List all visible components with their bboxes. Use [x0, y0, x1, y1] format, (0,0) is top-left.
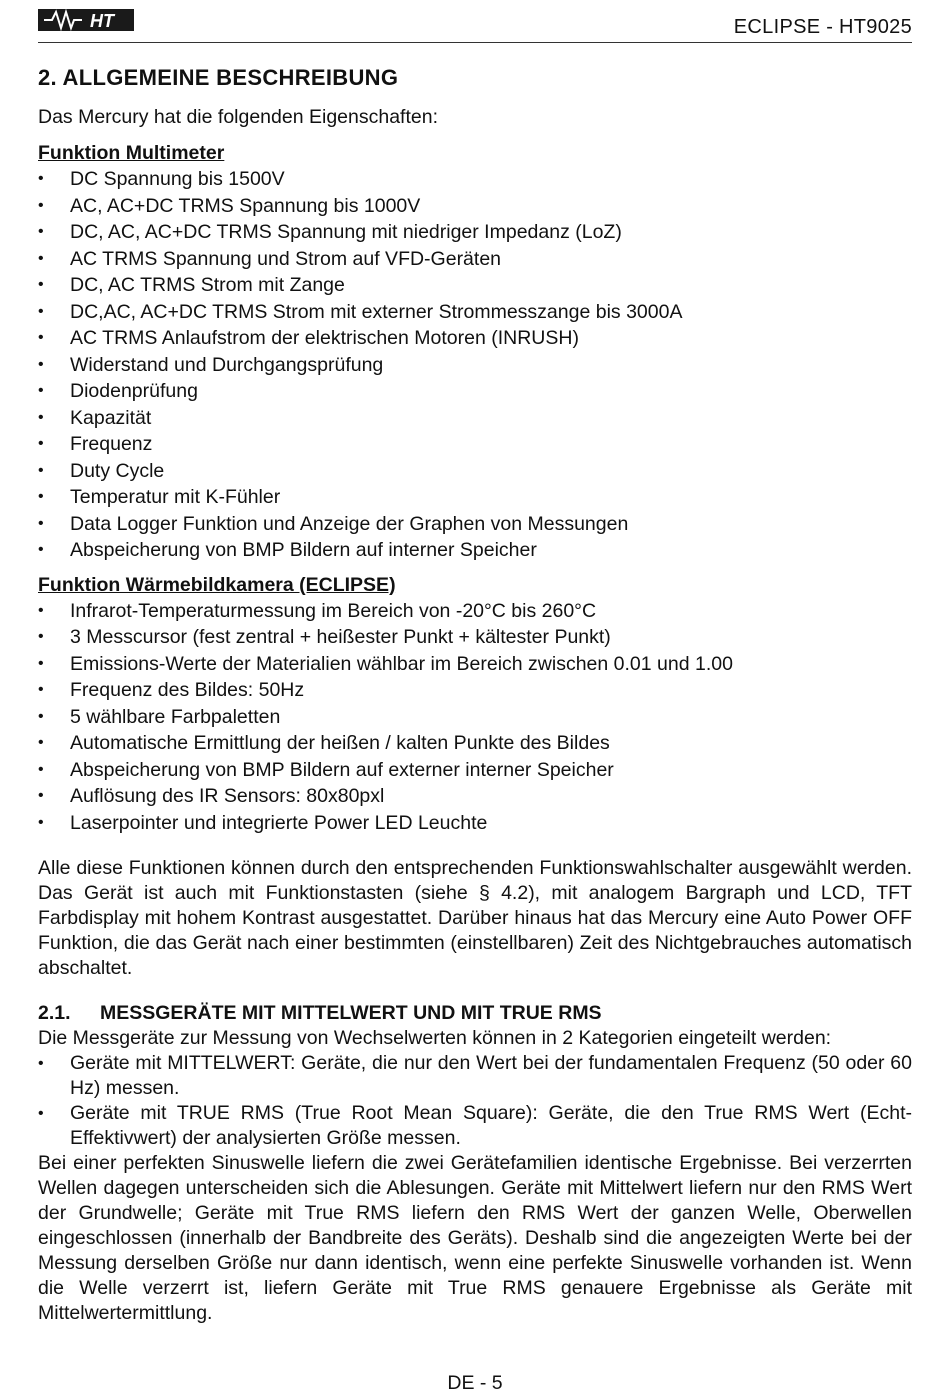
multimeter-feature-item: • DC,AC, AC+DC TRMS Strom mit externer Strommesszange bis 3000A [38, 299, 912, 326]
section-title: 2. ALLGEMEINE BESCHREIBUNG [38, 65, 399, 90]
multimeter-feature-item: • Abspeicherung von BMP Bildern auf interner Speicher [38, 537, 912, 564]
meter-category-item: • Geräte mit MITTELWERT: Geräte, die nur den Wert bei der fundamentalen Frequenz (50 oder 60 Hz) messen. [38, 1051, 912, 1101]
page-number: DE - 5 [447, 1372, 503, 1394]
multimeter-feature-item: • Kapazität [38, 405, 912, 432]
multimeter-feature-item: • Temperatur mit K-Fühler [38, 484, 912, 511]
meter-category-list [38, 1051, 912, 1151]
multimeter-heading: Funktion Multimeter [38, 142, 225, 164]
subsection-number: 2.1. [38, 1002, 71, 1024]
multimeter-feature-item: • AC, AC+DC TRMS Spannung bis 1000V [38, 193, 912, 220]
camera-feature-item: • Auflösung des IR Sensors: 80x80pxl [38, 783, 912, 810]
camera-feature-item: • Frequenz des Bildes: 50Hz [38, 677, 912, 704]
camera-feature-item: • 3 Messcursor (fest zentral + heißester Punkt + kältester Punkt) [38, 624, 912, 651]
meter-category-item: • Geräte mit TRUE RMS (True Root Mean Square): Geräte, die den True RMS Wert (Echt-Effektivwert) der analysierten Größe messen. [38, 1101, 912, 1151]
subsection-title: MESSGERÄTE MIT MITTELWERT UND MIT TRUE RMS [100, 1002, 602, 1024]
multimeter-feature-list [38, 166, 912, 564]
camera-feature-item: • Emissions-Werte der Materialien wählbar im Bereich zwischen 0.01 und 1.00 [38, 651, 912, 678]
multimeter-feature-item: • DC Spannung bis 1500V [38, 166, 912, 193]
page-header [38, 6, 912, 43]
camera-feature-list [38, 598, 912, 837]
camera-feature-item: • Laserpointer und integrierte Power LED Leuchte [38, 810, 912, 837]
multimeter-feature-item: • AC TRMS Spannung und Strom auf VFD-Geräten [38, 246, 912, 273]
logo-text: HT [90, 11, 114, 31]
subsection-heading [38, 1000, 912, 1026]
section-intro: Das Mercury hat die folgenden Eigenschaften: [38, 106, 438, 128]
camera-feature-item: • 5 wählbare Farbpaletten [38, 704, 912, 731]
multimeter-feature-item: • Data Logger Funktion und Anzeige der Graphen von Messungen [38, 511, 912, 538]
multimeter-feature-item: • Diodenprüfung [38, 378, 912, 405]
multimeter-feature-item: • DC, AC TRMS Strom mit Zange [38, 272, 912, 299]
camera-feature-item: • Infrarot-Temperaturmessung im Bereich von -20°C bis 260°C [38, 598, 912, 625]
rms-explanation-paragraph: Bei einer perfekten Sinuswelle liefern die zwei Gerätefamilien identische Ergebnisse. Bei verzerrten Wellen dagegen unterscheiden sich die Ablesungen. Geräte mit Mittelwert liefern nur den RMS Wert der Grundwelle; Geräte mit True RMS liefern den RMS Wert der ganzen Welle, Oberwellen eingeschlossen (innerhalb der Bandbreite des Geräts). Deshalb sind die angezeigten Werte bei der Messung derselben Größe nur dann identisch, wenn eine perfekte Sinuswelle vorhanden ist. Wenn die Welle verzerrt ist, liefern Geräte mit True RMS genauere Ergebnisse als Geräte mit Mittelwertermittlung. [38, 1152, 912, 1324]
subsection-intro: Die Messgeräte zur Messung von Wechselwerten können in 2 Kategorien eingeteilt werden: [38, 1027, 832, 1049]
camera-heading: Funktion Wärmebildkamera (ECLIPSE) [38, 573, 396, 596]
camera-feature-item: • Abspeicherung von BMP Bildern auf externer interner Speicher [38, 757, 912, 784]
page-content [38, 62, 912, 1326]
multimeter-feature-item: • Duty Cycle [38, 458, 912, 485]
multimeter-feature-item: • Widerstand und Durchgangsprüfung [38, 352, 912, 379]
multimeter-feature-item: • AC TRMS Anlaufstrom der elektrischen Motoren (INRUSH) [38, 325, 912, 352]
camera-feature-item: • Automatische Ermittlung der heißen / kalten Punkte des Bildes [38, 730, 912, 757]
functions-paragraph: Alle diese Funktionen können durch den entsprechenden Funktionswahlschalter ausgewählt werden. Das Gerät ist auch mit Funktionstasten (siehe § 4.2), mit analogem Bargraph und LCD, TFT Farbdisplay mit hohem Kontrast ausgestattet. Darüber hinaus hat das Mercury eine Auto Power OFF Funktion, die das Gerät nach einer bestimmten (einstellbaren) Zeit des Nichtgebrauches automatisch abschaltet. [38, 857, 912, 979]
ht-logo [38, 8, 134, 32]
document-id: ECLIPSE - HT9025 [733, 16, 912, 38]
multimeter-feature-item: • DC, AC, AC+DC TRMS Spannung mit niedriger Impedanz (LoZ) [38, 219, 912, 246]
multimeter-feature-item: • Frequenz [38, 431, 912, 458]
